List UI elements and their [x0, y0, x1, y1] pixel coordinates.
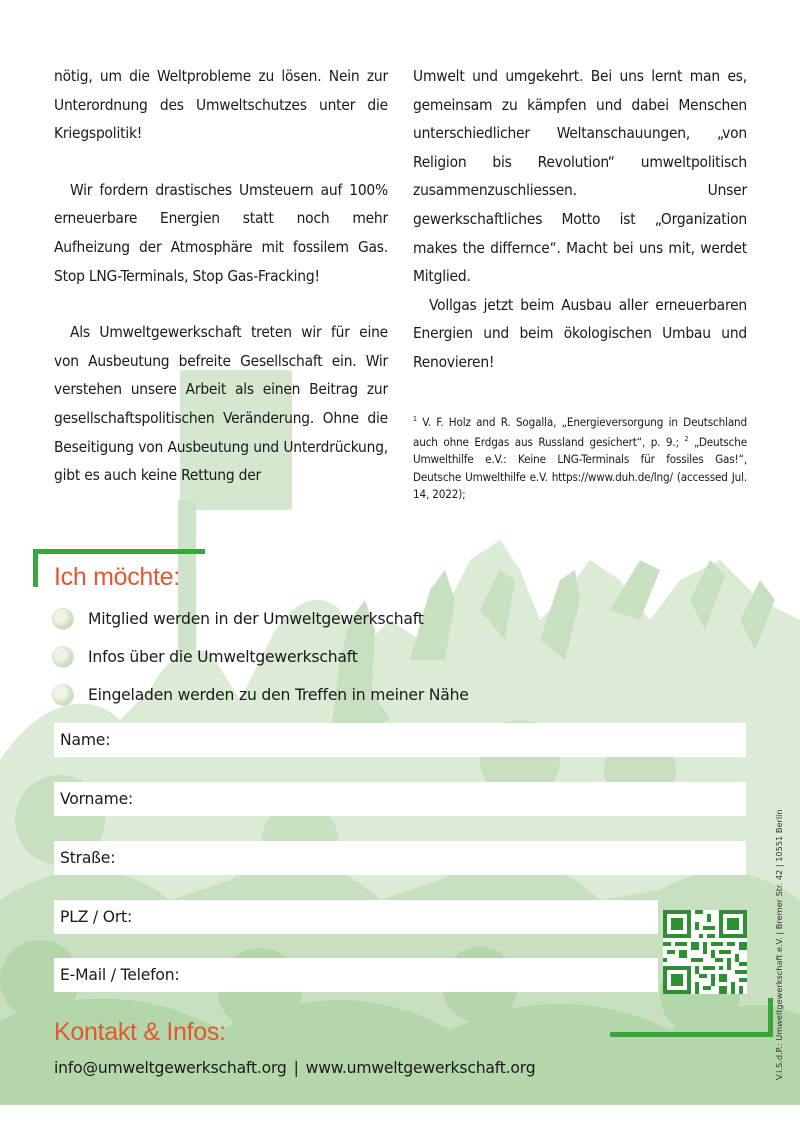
- form-bracket: [610, 1032, 773, 1037]
- field-label: Straße:: [60, 849, 116, 867]
- option-info[interactable]: [52, 638, 469, 676]
- article-paragraph: Wir fordern drastisches Umsteuern auf 100% erneuerbare Energien statt noch mehr Aufheizung der Atmosphäre mit fossilem Gas. Stop LNG-Terminals, Stop Gas-Fracking!: [54, 180, 388, 285]
- sign-bracket: [33, 549, 38, 587]
- article-column-left: [54, 62, 388, 490]
- article-paragraph: Vollgas jetzt beim Ausbau aller erneuerbaren Energien und beim ökologischen Umbau und Renovieren!: [413, 295, 747, 371]
- qr-code[interactable]: [663, 910, 747, 994]
- bottom-margin: [0, 1105, 800, 1132]
- zip-city-field[interactable]: [54, 900, 658, 934]
- first-name-field[interactable]: [54, 782, 746, 816]
- footnote-mark: 1: [413, 414, 417, 423]
- footnote: [413, 411, 747, 504]
- field-label: Vorname:: [60, 790, 134, 808]
- contact-heading: Kontakt & Infos:: [54, 1018, 226, 1046]
- field-label: PLZ / Ort:: [60, 908, 132, 926]
- sign-bracket: [33, 549, 205, 554]
- globe-icon[interactable]: [52, 608, 74, 630]
- option-meetings[interactable]: [52, 676, 469, 714]
- article-column-right: [413, 62, 747, 504]
- article-paragraph: Als Umweltgewerkschaft treten wir für eine von Ausbeutung befreite Gesellschaft ein. Wir verstehen unsere Arbeit als einen Beitrag zur gesellschaftspolitischen Veränderung. Ohne die Beseitigung von Ausbeutung und Unterdrückung, gibt es auch keine Rettung der: [54, 323, 388, 485]
- form-bracket: [768, 998, 773, 1037]
- footnote-mark: 2: [684, 434, 689, 443]
- footnote-text: „Deutsche Umwelthilfe e.V.: Keine LNG-Terminals für fossiles Gas!“, Deutsche Umwelthilfe e.V. https://www.duh.de/lng/ (accessed Jul. 14, 2022);: [413, 434, 747, 502]
- option-label: Mitglied werden in der Umweltgewerkschaft: [88, 610, 424, 628]
- name-field[interactable]: [54, 723, 746, 757]
- contact-line: [54, 1059, 535, 1077]
- option-label: Infos über die Umweltgewerkschaft: [88, 648, 358, 666]
- email-phone-field[interactable]: [54, 958, 658, 992]
- article-paragraph: Umwelt und umgekehrt. Bei uns lernt man es, gemeinsam zu kämpfen und dabei Menschen unterschiedlicher Weltanschauungen, „von Religion bis Revolution“ umweltpolitisch zusammenzuschliessen. Unser gewerkschaftliches Motto ist „Organization makes the differnce“. Macht bei uns mit, werdet Mitglied.: [413, 67, 747, 286]
- imprint-text: V.i.S.d.P.: Umweltgewerkschaft e.V. | Bremer Str. 42 | 10551 Berlin: [774, 809, 784, 1080]
- email-link[interactable]: info@umweltgewerkschaft.org: [54, 1059, 287, 1077]
- globe-icon[interactable]: [52, 646, 74, 668]
- signup-options: [52, 600, 469, 714]
- article-paragraph: nötig, um die Weltprobleme zu lösen. Nein zur Unterordnung des Umweltschutzes unter die Kriegspolitik!: [54, 67, 388, 143]
- globe-icon[interactable]: [52, 684, 74, 706]
- street-field[interactable]: [54, 841, 746, 875]
- field-label: E-Mail / Telefon:: [60, 966, 180, 984]
- separator: |: [293, 1059, 299, 1077]
- option-label: Eingeladen werden zu den Treffen in meiner Nähe: [88, 686, 469, 704]
- option-membership[interactable]: [52, 600, 469, 638]
- footnote-text: V. F. Holz and R. Sogalla, „Energieversorgung in Deutschland auch ohne Erdgas aus Russland gesichert“, p. 9.;: [413, 414, 747, 449]
- signup-heading: Ich möchte:: [54, 563, 180, 591]
- website-link[interactable]: www.umweltgewerkschaft.org: [305, 1059, 536, 1077]
- field-label: Name:: [60, 731, 111, 749]
